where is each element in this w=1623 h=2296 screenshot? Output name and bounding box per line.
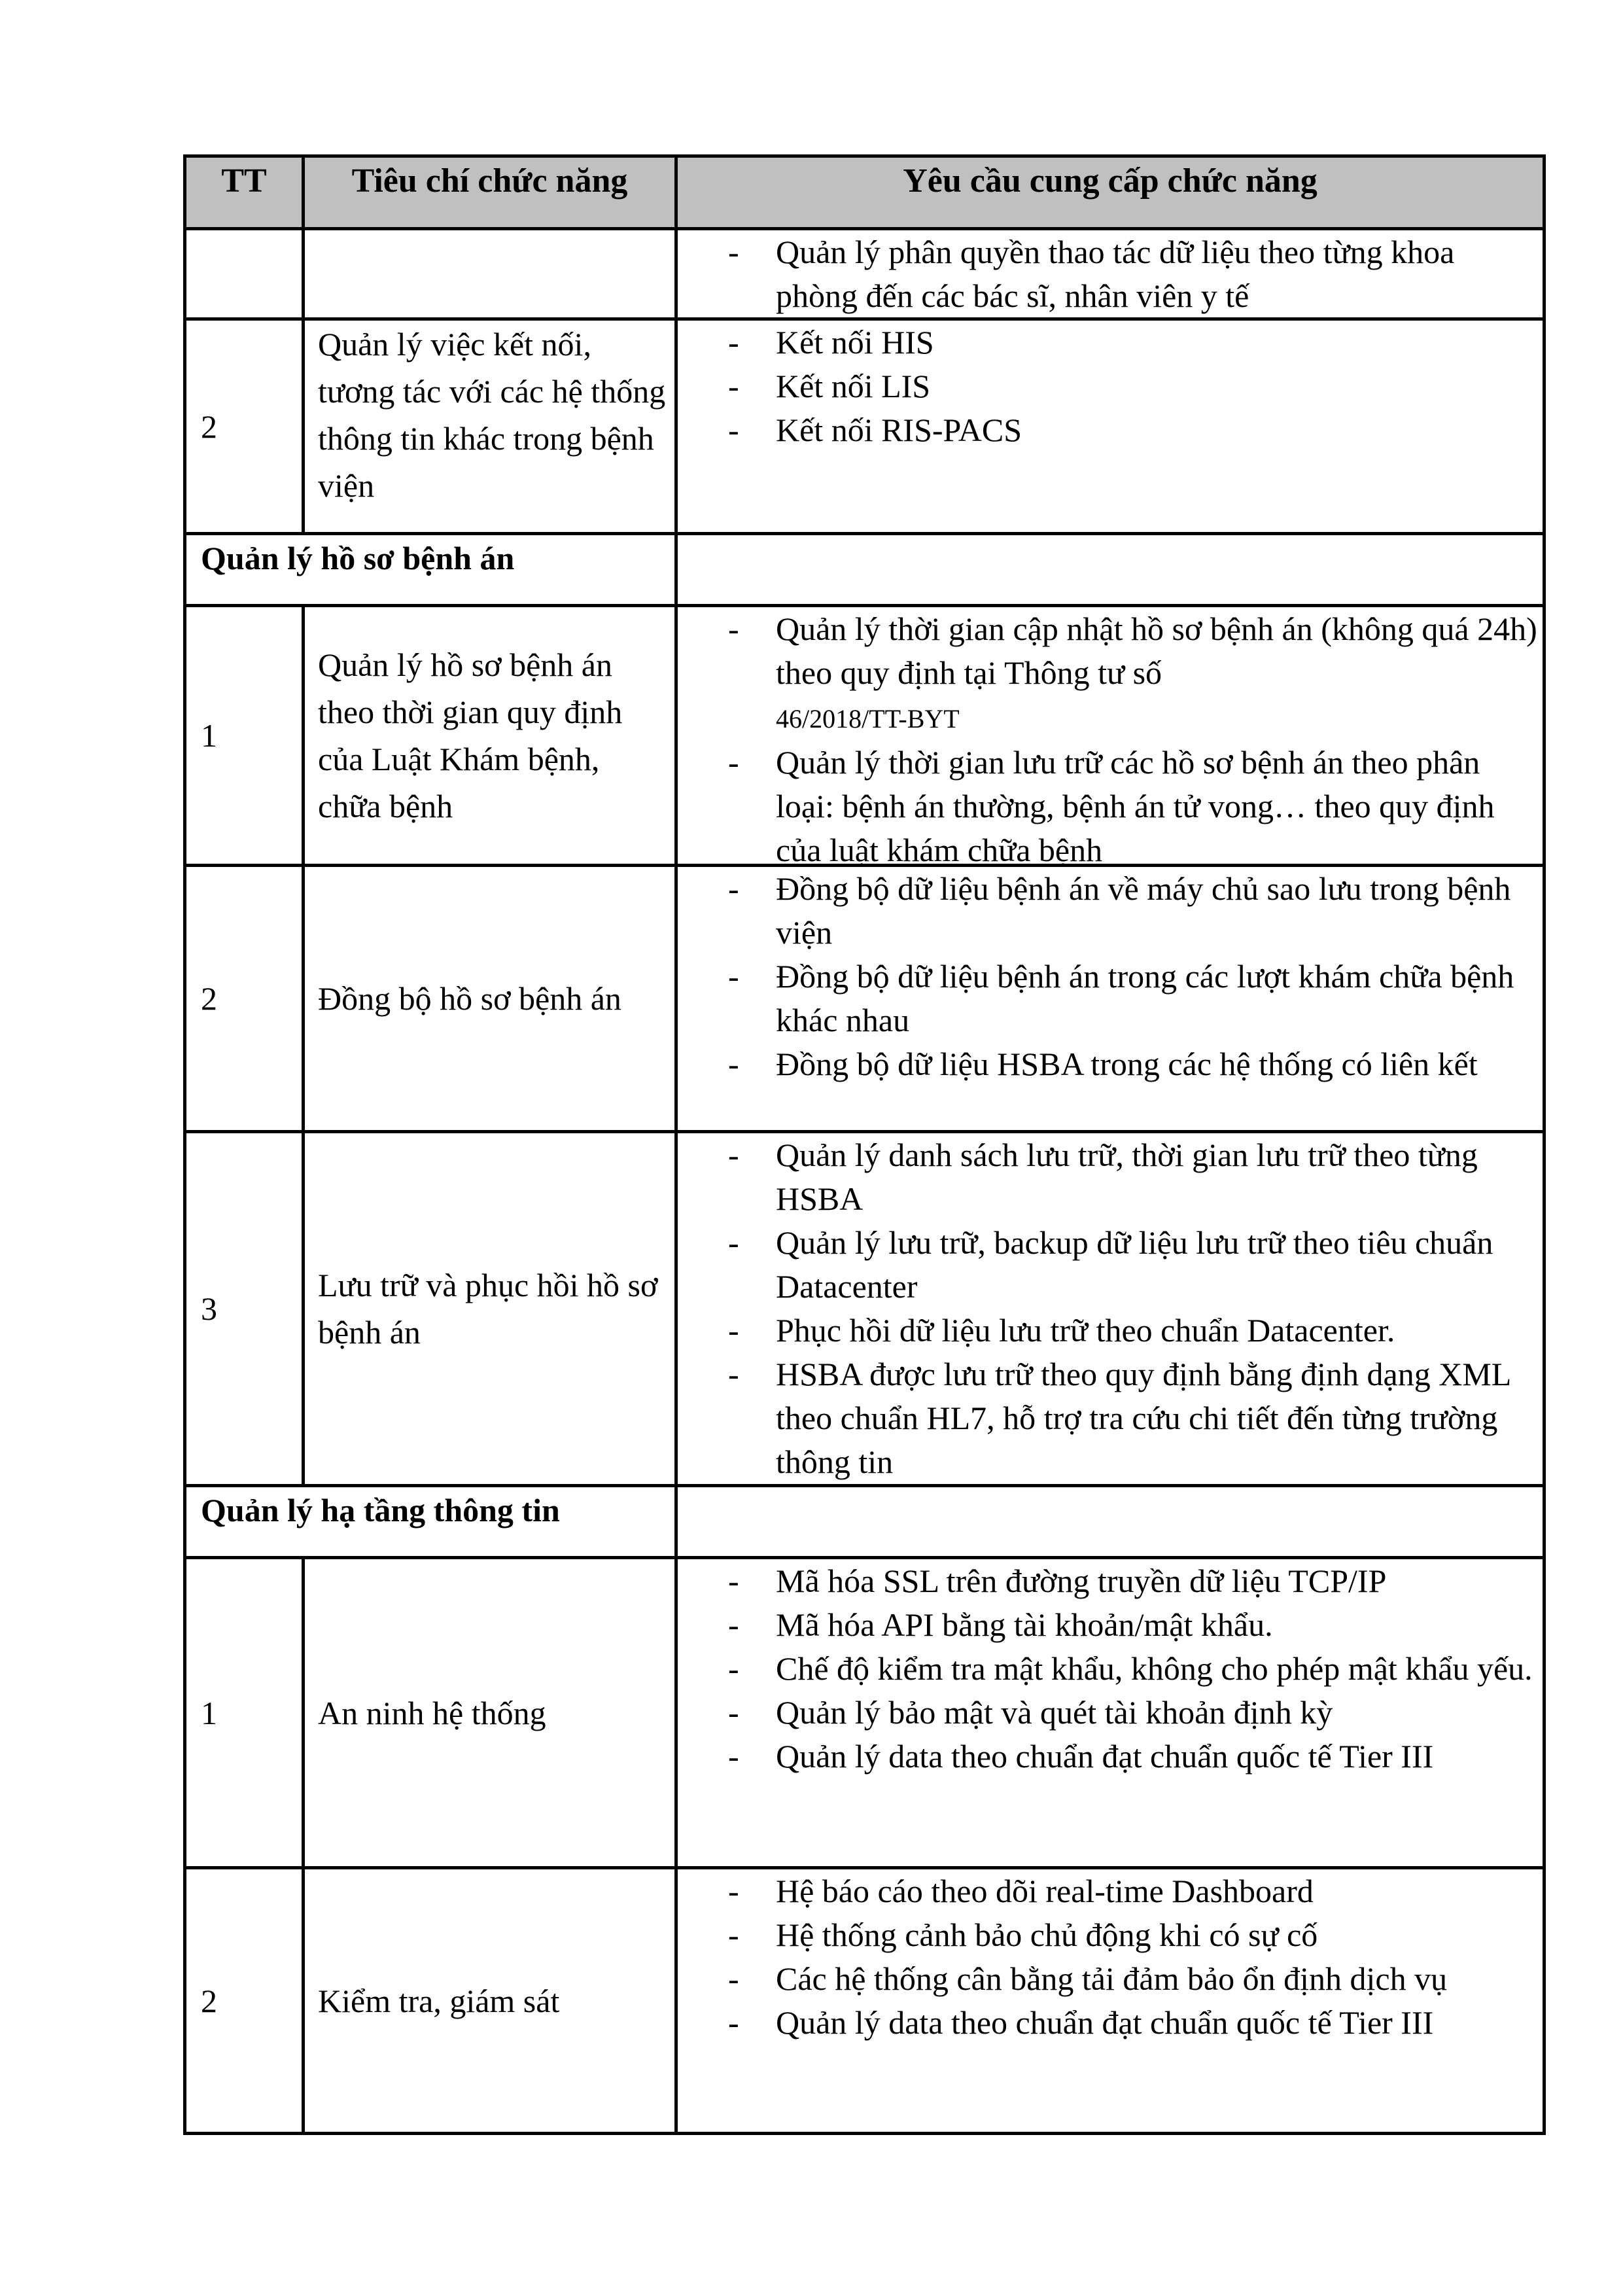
requirement-item: - Hệ thống cảnh bảo chủ động khi có sự cố xyxy=(728,1916,1318,1953)
row-requirements xyxy=(678,1869,1543,2132)
row-number: 2 xyxy=(201,408,217,445)
row-criteria: Quản lý việc kết nối, tương tác với các hệ thống thông tin khác trong bệnh viện xyxy=(318,326,666,504)
table-row xyxy=(183,864,1546,1130)
table-row xyxy=(183,604,1546,868)
section-row xyxy=(183,532,1546,604)
row-criteria: An ninh hệ thống xyxy=(318,1694,546,1731)
row-criteria: Đồng bộ hồ sơ bệnh án xyxy=(318,980,621,1017)
requirement-item: - Quản lý lưu trữ, backup dữ liệu lưu trữ theo tiêu chuẩn Datacenter xyxy=(728,1224,1493,1305)
requirement-item: - Phục hồi dữ liệu lưu trữ theo chuẩn Datacenter. xyxy=(728,1312,1395,1349)
requirement-item: - Các hệ thống cân bằng tải đảm bảo ổn định dịch vụ xyxy=(728,1960,1448,1997)
row-requirements xyxy=(678,230,1543,317)
requirement-item: - Đồng bộ dữ liệu HSBA trong các hệ thống có liên kết xyxy=(728,1046,1478,1082)
table-header-row xyxy=(183,154,1546,227)
requirement-item: - Quản lý danh sách lưu trữ, thời gian lưu trữ theo từng HSBA xyxy=(728,1137,1478,1217)
requirement-item: - Quản lý data theo chuẩn đạt chuẩn quốc tế Tier III xyxy=(728,1738,1434,1775)
row-criteria: Lưu trữ và phục hồi hồ sơ bệnh án xyxy=(318,1267,658,1351)
row-number xyxy=(186,230,302,317)
requirements-table xyxy=(183,154,1546,2135)
requirement-item: - Kết nối HIS xyxy=(728,324,934,361)
requirement-item: - Quản lý phân quyền thao tác dữ liệu theo từng khoa phòng đến các bác sĩ, nhân viên y tế xyxy=(678,230,1543,318)
row-number: 1 xyxy=(201,717,217,754)
table-row xyxy=(183,1866,1546,2135)
requirement-item: - Quản lý data theo chuẩn đạt chuẩn quốc tế Tier III xyxy=(728,2004,1434,2041)
requirement-item: - Chế độ kiểm tra mật khẩu, không cho phép mật khẩu yếu. xyxy=(728,1650,1533,1687)
requirement-item: - Mã hóa SSL trên đường truyền dữ liệu TCP/IP xyxy=(728,1563,1387,1599)
section-row xyxy=(183,1484,1546,1556)
header-requirements: Yêu cầu cung cấp chức năng xyxy=(903,162,1318,200)
row-number: 2 xyxy=(201,980,217,1017)
row-requirements xyxy=(678,1133,1543,1484)
table-row xyxy=(183,1130,1546,1484)
bullet-dash: - xyxy=(728,234,739,270)
row-criteria xyxy=(305,230,674,317)
table-row xyxy=(183,1556,1546,1866)
row-requirements xyxy=(678,321,1543,532)
table-row xyxy=(183,227,1546,317)
row-criteria: Quản lý hồ sơ bệnh án theo thời gian quy định của Luật Khám bệnh, chữa bệnh xyxy=(318,646,623,824)
section-title: Quản lý hạ tầng thông tin xyxy=(201,1492,560,1528)
requirement-item: - Hệ báo cáo theo dõi real-time Dashboard xyxy=(728,1873,1314,1909)
row-number: 2 xyxy=(201,1982,217,2019)
circular-number: 46/2018/TT-BYT xyxy=(776,704,960,733)
requirement-item: - Quản lý bảo mật và quét tài khoản định kỳ xyxy=(728,1694,1333,1731)
requirement-item: - HSBA được lưu trữ theo quy định bằng định dạng XML theo chuẩn HL7, hỗ trợ tra cứu chi tiết đến từng trường thông tin xyxy=(728,1356,1510,1480)
requirement-item: - Mã hóa API bằng tài khoản/mật khẩu. xyxy=(728,1606,1273,1643)
row-number: 3 xyxy=(201,1290,217,1327)
header-tt: TT xyxy=(186,158,305,227)
requirement-item: - Quản lý thời gian lưu trữ các hồ sơ bệnh án theo phân loại: bệnh án thường, bệnh án tử vong… theo quy định của luật khám chữa bệnh xyxy=(728,744,1495,868)
table-row xyxy=(183,317,1546,532)
requirement-item: - Quản lý thời gian cập nhật hồ sơ bệnh án (không quá 24h) theo quy định tại Thông tư số 46/2018/TT-BYT xyxy=(728,610,1537,733)
requirement-item: - Kết nối RIS-PACS xyxy=(728,412,1022,448)
requirement-item: - Đồng bộ dữ liệu bệnh án trong các lượt khám chữa bệnh khác nhau xyxy=(728,958,1514,1038)
requirement-item: - Đồng bộ dữ liệu bệnh án về máy chủ sao lưu trong bệnh viện xyxy=(728,870,1511,951)
section-title: Quản lý hồ sơ bệnh án xyxy=(201,540,515,576)
row-requirements xyxy=(678,867,1543,1130)
header-criteria: Tiêu chí chức năng xyxy=(305,158,678,227)
row-requirements xyxy=(678,607,1543,868)
row-number: 1 xyxy=(201,1694,217,1731)
requirement-item: - Kết nối LIS xyxy=(728,368,931,404)
row-requirements xyxy=(678,1559,1543,1866)
row-criteria: Kiểm tra, giám sát xyxy=(318,1982,560,2019)
